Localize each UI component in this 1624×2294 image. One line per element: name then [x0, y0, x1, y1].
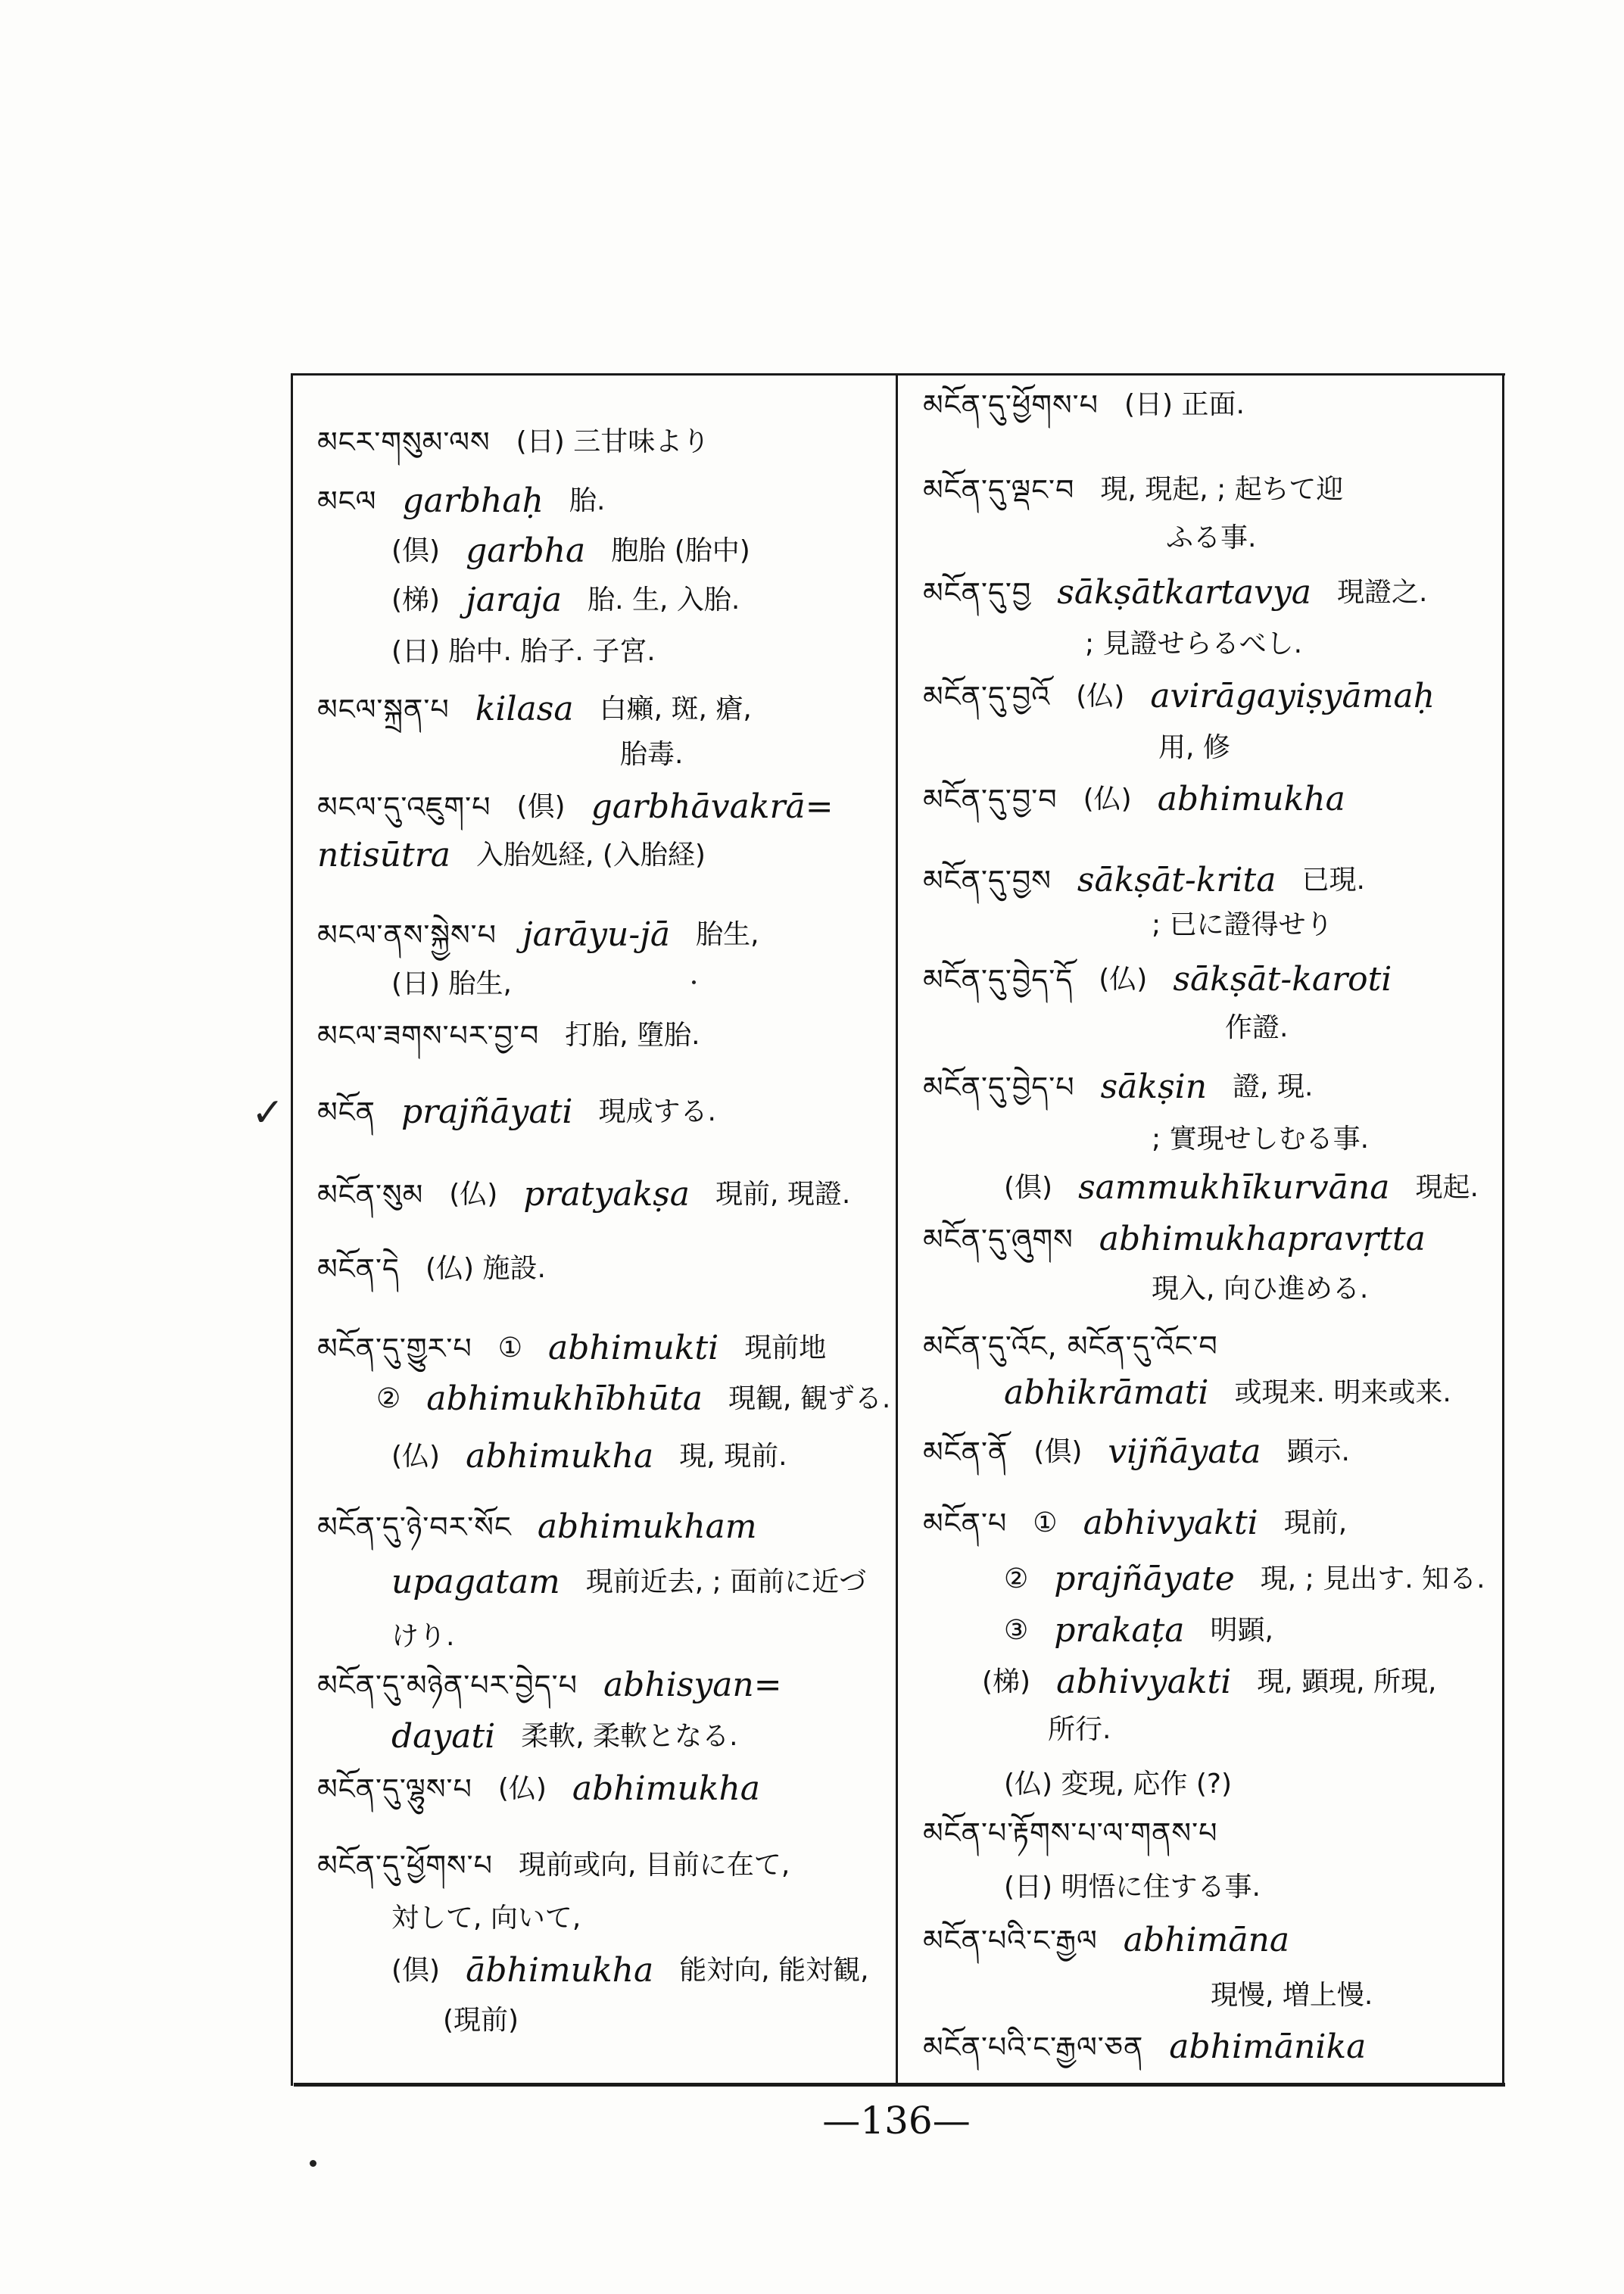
- sanskrit-term: sammukhīkurvāna: [1078, 1167, 1390, 1207]
- japanese-gloss: けり.: [391, 1620, 455, 1652]
- japanese-gloss: 現, 現前.: [679, 1440, 787, 1472]
- japanese-gloss: 作證.: [1225, 1011, 1289, 1043]
- entry-line: [923, 1501, 1373, 1544]
- sanskrit-term: abhimukha: [466, 1436, 654, 1476]
- japanese-gloss: 胎.: [569, 485, 606, 516]
- sanskrit-term: prajñāyati: [401, 1092, 573, 1131]
- entry-line: [317, 1173, 876, 1215]
- entry-line: [391, 962, 538, 1005]
- entry-line: [1152, 1267, 1394, 1310]
- sanskrit-term: garbha: [466, 531, 586, 570]
- japanese-gloss: 現前近去, ; 面前に近づ: [585, 1566, 867, 1597]
- check-mark-icon: [251, 1090, 285, 1136]
- entry-line: [1004, 1166, 1499, 1208]
- japanese-gloss: (仏): [1083, 783, 1132, 815]
- japanese-gloss: 現成する.: [598, 1096, 716, 1127]
- japanese-gloss: (梯): [391, 584, 441, 616]
- japanese-gloss: (倶): [516, 790, 566, 822]
- right-column: [899, 376, 1499, 2080]
- left-column: [294, 376, 893, 2080]
- sanskrit-term: dayati: [391, 1716, 496, 1756]
- tibetan-headword: མངོན་དུ་འོང, མངོན་དུ་འོང་བ: [923, 1329, 1218, 1363]
- tibetan-headword: མངོན་དུ་ཕྱོགས་པ: [317, 1848, 494, 1882]
- japanese-gloss: 打胎, 墮胎.: [565, 1019, 700, 1051]
- japanese-gloss: (仏): [449, 1178, 498, 1210]
- entry-line: [982, 1660, 1462, 1703]
- japanese-gloss: ふる事.: [1166, 522, 1257, 553]
- japanese-gloss: (日) 明悟に住する事.: [1004, 1871, 1261, 1903]
- entry-line: [391, 1435, 813, 1477]
- japanese-gloss: 能対向, 能対観,: [679, 1954, 869, 1986]
- tibetan-headword: མངོན་དུ་ལྷུས་པ: [317, 1772, 472, 1806]
- entry-line: [317, 785, 859, 828]
- sanskrit-term: pratyakṣa: [523, 1174, 690, 1214]
- tibetan-headword: མངོན་པ་རྟོགས་པ་ལ་གནས་པ: [923, 1816, 1218, 1850]
- entry-line: [317, 1767, 786, 1809]
- entry-line: [391, 529, 776, 572]
- sanskrit-term: abhimukhībhūta: [426, 1379, 703, 1418]
- entry-line: [923, 1430, 1376, 1473]
- entry-line: [317, 1844, 815, 1886]
- japanese-gloss: 已現.: [1301, 864, 1365, 896]
- entry-line: [391, 630, 681, 672]
- japanese-gloss: 現前地: [744, 1332, 827, 1364]
- tibetan-headword: མངོན་པའི་ང་རྒྱལ: [923, 1923, 1098, 1957]
- japanese-gloss: 現起.: [1415, 1171, 1479, 1203]
- japanese-gloss: 用, 修: [1158, 731, 1230, 763]
- tibetan-headword: མངོན་ནོ: [923, 1435, 1008, 1469]
- entry-line: [923, 1324, 1244, 1367]
- sanskrit-term: abhimukhapravṛtta: [1099, 1219, 1426, 1258]
- entry-line: [391, 1560, 892, 1603]
- sanskrit-term: sākṣātkartavya: [1057, 572, 1312, 612]
- entry-line: [376, 1377, 893, 1420]
- japanese-gloss: (仏) 施設.: [425, 1252, 546, 1284]
- japanese-gloss: 現證之.: [1337, 576, 1428, 608]
- entry-line: [391, 1715, 764, 1757]
- entry-line: [923, 958, 1417, 1000]
- tibetan-headword: མངལ་ནས་སྐྱེས་པ: [317, 918, 497, 952]
- sanskrit-term: abhimānika: [1169, 2027, 1367, 2066]
- sanskrit-term: avirāgayiṣyāmaḥ: [1150, 676, 1435, 715]
- entry-line: [620, 733, 709, 775]
- tibetan-headword: མངོན་དུ་གྱུར་པ: [317, 1331, 472, 1365]
- entry-line: [1152, 903, 1359, 946]
- entry-line: [1048, 1708, 1136, 1750]
- tibetan-headword: མངོན་དུ་བྱའོ: [923, 679, 1051, 713]
- entry-line: [923, 675, 1460, 717]
- sanskrit-term: abhikrāmati: [1004, 1373, 1209, 1412]
- japanese-gloss: 現前,: [1283, 1507, 1348, 1538]
- entry-line: [317, 479, 631, 522]
- japanese-gloss: 或現来. 明来或来.: [1234, 1376, 1451, 1408]
- frame-bottom-rule: [294, 2083, 1505, 2087]
- japanese-gloss: (日) 正面.: [1124, 388, 1245, 420]
- japanese-gloss: (倶): [1004, 1171, 1053, 1203]
- sanskrit-term: abhimukha: [1157, 779, 1345, 818]
- entry-line: [923, 859, 1391, 901]
- entry-line: [391, 1615, 480, 1657]
- sanskrit-term: abhimāna: [1123, 1920, 1290, 1959]
- japanese-gloss: 顕示.: [1286, 1435, 1350, 1467]
- japanese-gloss: (仏) 変現, 応作 (?): [1004, 1768, 1233, 1800]
- entry-line: [391, 1897, 606, 1939]
- japanese-gloss: (仏): [1076, 680, 1125, 712]
- sanskrit-term: garbhaḥ: [402, 481, 544, 520]
- entry-line: [1211, 1974, 1398, 2016]
- frame-left-rule: [291, 373, 293, 2086]
- entry-line: [317, 1326, 852, 1369]
- japanese-gloss: 現, ; 見出す. 知る.: [1260, 1563, 1485, 1594]
- japanese-gloss: 現前或向, 目前に在て,: [519, 1849, 790, 1881]
- sanskrit-term: sākṣāt-karoti: [1173, 959, 1392, 999]
- sanskrit-term: sākṣāt-krita: [1077, 860, 1276, 899]
- tibetan-headword: མངོན་དུ་ཕྱོགས་པ: [923, 388, 1099, 422]
- entry-line: [443, 1999, 544, 2041]
- japanese-gloss: 胞胎 (胎中): [611, 535, 750, 566]
- entry-line: [317, 913, 785, 955]
- japanese-gloss: 対して, 向いて,: [391, 1902, 581, 1934]
- sanskrit-term: sākṣin: [1100, 1067, 1208, 1106]
- tibetan-headword: མངོན་དུ་བྱས: [923, 863, 1052, 897]
- tibetan-headword: མངོན་དེ: [317, 1251, 400, 1286]
- sanskrit-term: vijñāyata: [1108, 1432, 1261, 1471]
- entry-line: [1225, 1006, 1314, 1049]
- japanese-gloss: 胎. 生, 入胎.: [588, 584, 740, 616]
- japanese-gloss: 柔軟, 柔軟となる.: [521, 1720, 738, 1752]
- entry-line: [923, 1065, 1339, 1108]
- sanskrit-term: upagatam: [391, 1562, 560, 1601]
- entry-line: [923, 1918, 1315, 1961]
- tibetan-headword: མངལ་དུ་འཇུག་པ: [317, 790, 491, 824]
- japanese-gloss: (梯): [982, 1666, 1031, 1697]
- sanskrit-term: ābhimukha: [466, 1950, 654, 1990]
- sanskrit-term: kilasa: [475, 689, 574, 728]
- stray-dot-mark: [692, 980, 696, 984]
- tibetan-headword: མངོན་དུ་བྱ་བ: [923, 782, 1058, 816]
- japanese-gloss: (日) 胎中. 胎子. 子宮.: [391, 635, 656, 667]
- tibetan-headword: མངོན་དུ་ཉེ་བར་སོང: [317, 1510, 512, 1544]
- japanese-gloss: 入胎処経, (入胎経): [475, 839, 706, 871]
- entry-line: [923, 778, 1371, 820]
- entry-line: [1166, 516, 1282, 559]
- tibetan-headword: མངོན་དུ་ལྡང་བ: [923, 472, 1075, 506]
- entry-line: [923, 2025, 1392, 2068]
- entry-line: [923, 571, 1454, 613]
- japanese-gloss: ①: [1033, 1507, 1058, 1538]
- japanese-gloss: (日) 胎生,: [391, 968, 512, 999]
- entry-line: [317, 834, 731, 876]
- japanese-gloss: 現観, 観ずる.: [728, 1382, 891, 1414]
- entry-line: [391, 578, 765, 621]
- japanese-gloss: ; 見證せらるべし.: [1085, 628, 1303, 659]
- japanese-gloss: ; 已に證得せり: [1152, 909, 1333, 940]
- sanskrit-term: garbhāvakrā=: [591, 787, 834, 826]
- japanese-gloss: 白癩, 斑, 瘡,: [599, 693, 752, 725]
- japanese-gloss: ③: [1004, 1614, 1029, 1646]
- entry-line: [923, 1217, 1451, 1260]
- entry-line: [1004, 1609, 1299, 1651]
- frame-right-rule: [1502, 373, 1504, 2086]
- column-divider-rule: [896, 373, 898, 2086]
- entry-line: [317, 1663, 808, 1706]
- tibetan-headword: མངོན་དུ་མཉེན་པར་བྱེད་པ: [317, 1668, 578, 1702]
- tibetan-headword: མངལ: [317, 484, 377, 518]
- entry-line: [1004, 1763, 1258, 1805]
- tibetan-headword: མངོན་དུ་ཞུགས: [923, 1222, 1074, 1256]
- japanese-gloss: (日) 三甘味より: [516, 425, 710, 457]
- japanese-gloss: (仏): [391, 1440, 441, 1472]
- japanese-gloss: 現慢, 増上慢.: [1211, 1979, 1373, 2011]
- japanese-gloss: (仏): [497, 1772, 547, 1804]
- tibetan-headword: མངལ་སྐྲན་པ: [317, 692, 450, 726]
- japanese-gloss: 現前, 現證.: [715, 1178, 851, 1210]
- sanskrit-term: abhivyakti: [1083, 1503, 1258, 1542]
- sanskrit-term: abhimukti: [547, 1328, 719, 1367]
- japanese-gloss: (倶): [1033, 1435, 1083, 1467]
- sanskrit-term: abhivyakti: [1056, 1662, 1232, 1701]
- tibetan-headword: མངལ་ཟགས་པར་བྱ་བ: [317, 1018, 540, 1052]
- tibetan-headword: མངོན་སུམ: [317, 1177, 424, 1211]
- tibetan-headword: མངོན་པའི་ང་རྒྱལ་ཅན: [923, 2030, 1144, 2064]
- entry-line: [1004, 1557, 1499, 1600]
- entry-line: [317, 1090, 742, 1133]
- japanese-gloss: 現, 現起, ; 起ちて迎: [1100, 473, 1344, 505]
- japanese-gloss: (仏): [1099, 963, 1148, 995]
- japanese-gloss: ①: [497, 1332, 522, 1364]
- entry-line: [923, 383, 1270, 425]
- entry-line: [317, 1014, 726, 1056]
- japanese-gloss: ; 實現せしむる事.: [1152, 1123, 1370, 1155]
- sanskrit-term: abhimukham: [537, 1507, 757, 1546]
- entry-line: [1158, 726, 1256, 768]
- entry-line: [923, 468, 1369, 510]
- entry-line: [1004, 1865, 1286, 1908]
- japanese-gloss: 所行.: [1048, 1713, 1111, 1745]
- entry-line: [317, 687, 778, 730]
- entry-line: [317, 1505, 783, 1548]
- entry-line: [1152, 1117, 1395, 1160]
- sanskrit-term: abhimukha: [572, 1769, 761, 1808]
- tibetan-headword: མངོན་དུ་བྱ: [923, 575, 1032, 609]
- page-number: —136—: [822, 2099, 971, 2143]
- entry-line: [317, 1247, 572, 1289]
- japanese-gloss: (現前): [443, 2004, 519, 2036]
- entry-line: [391, 1949, 893, 1991]
- sanskrit-term: abhisyan=: [603, 1665, 782, 1704]
- entry-line: [1004, 1371, 1477, 1413]
- tibetan-headword: མངོན་པ: [923, 1506, 1008, 1540]
- stray-dot-mark: [310, 2160, 316, 2167]
- sanskrit-term: jaraja: [466, 580, 563, 619]
- tibetan-headword: མངོན་དུ་བྱེད་པ: [923, 1070, 1075, 1104]
- sanskrit-term: prajñāyate: [1054, 1559, 1235, 1598]
- japanese-gloss: (倶): [391, 1954, 441, 1986]
- entry-line: [1085, 622, 1328, 665]
- frame-top-rule: [291, 373, 1505, 376]
- japanese-gloss: 明顕,: [1210, 1614, 1273, 1646]
- japanese-gloss: 證, 現.: [1233, 1071, 1314, 1102]
- tibetan-headword: མངོན: [317, 1095, 376, 1129]
- japanese-gloss: 現入, 向ひ進める.: [1152, 1273, 1369, 1304]
- sanskrit-term: prakaṭa: [1054, 1610, 1185, 1650]
- japanese-gloss: 胎毒.: [620, 738, 684, 770]
- entry-line: [923, 1811, 1243, 1853]
- tibetan-headword: མངར་གསུམ་ལས: [317, 425, 491, 459]
- japanese-gloss: ②: [376, 1382, 401, 1414]
- japanese-gloss: ②: [1004, 1563, 1029, 1594]
- sanskrit-term: ntisūtra: [317, 835, 450, 874]
- entry-line: [317, 420, 735, 463]
- japanese-gloss: 現, 顕現, 所現,: [1257, 1666, 1437, 1697]
- sanskrit-term: jarāyu-jā: [522, 915, 671, 954]
- tibetan-headword: མངོན་དུ་བྱེད་དོ: [923, 962, 1074, 996]
- japanese-gloss: 胎生,: [696, 918, 759, 950]
- japanese-gloss: (倶): [391, 535, 441, 566]
